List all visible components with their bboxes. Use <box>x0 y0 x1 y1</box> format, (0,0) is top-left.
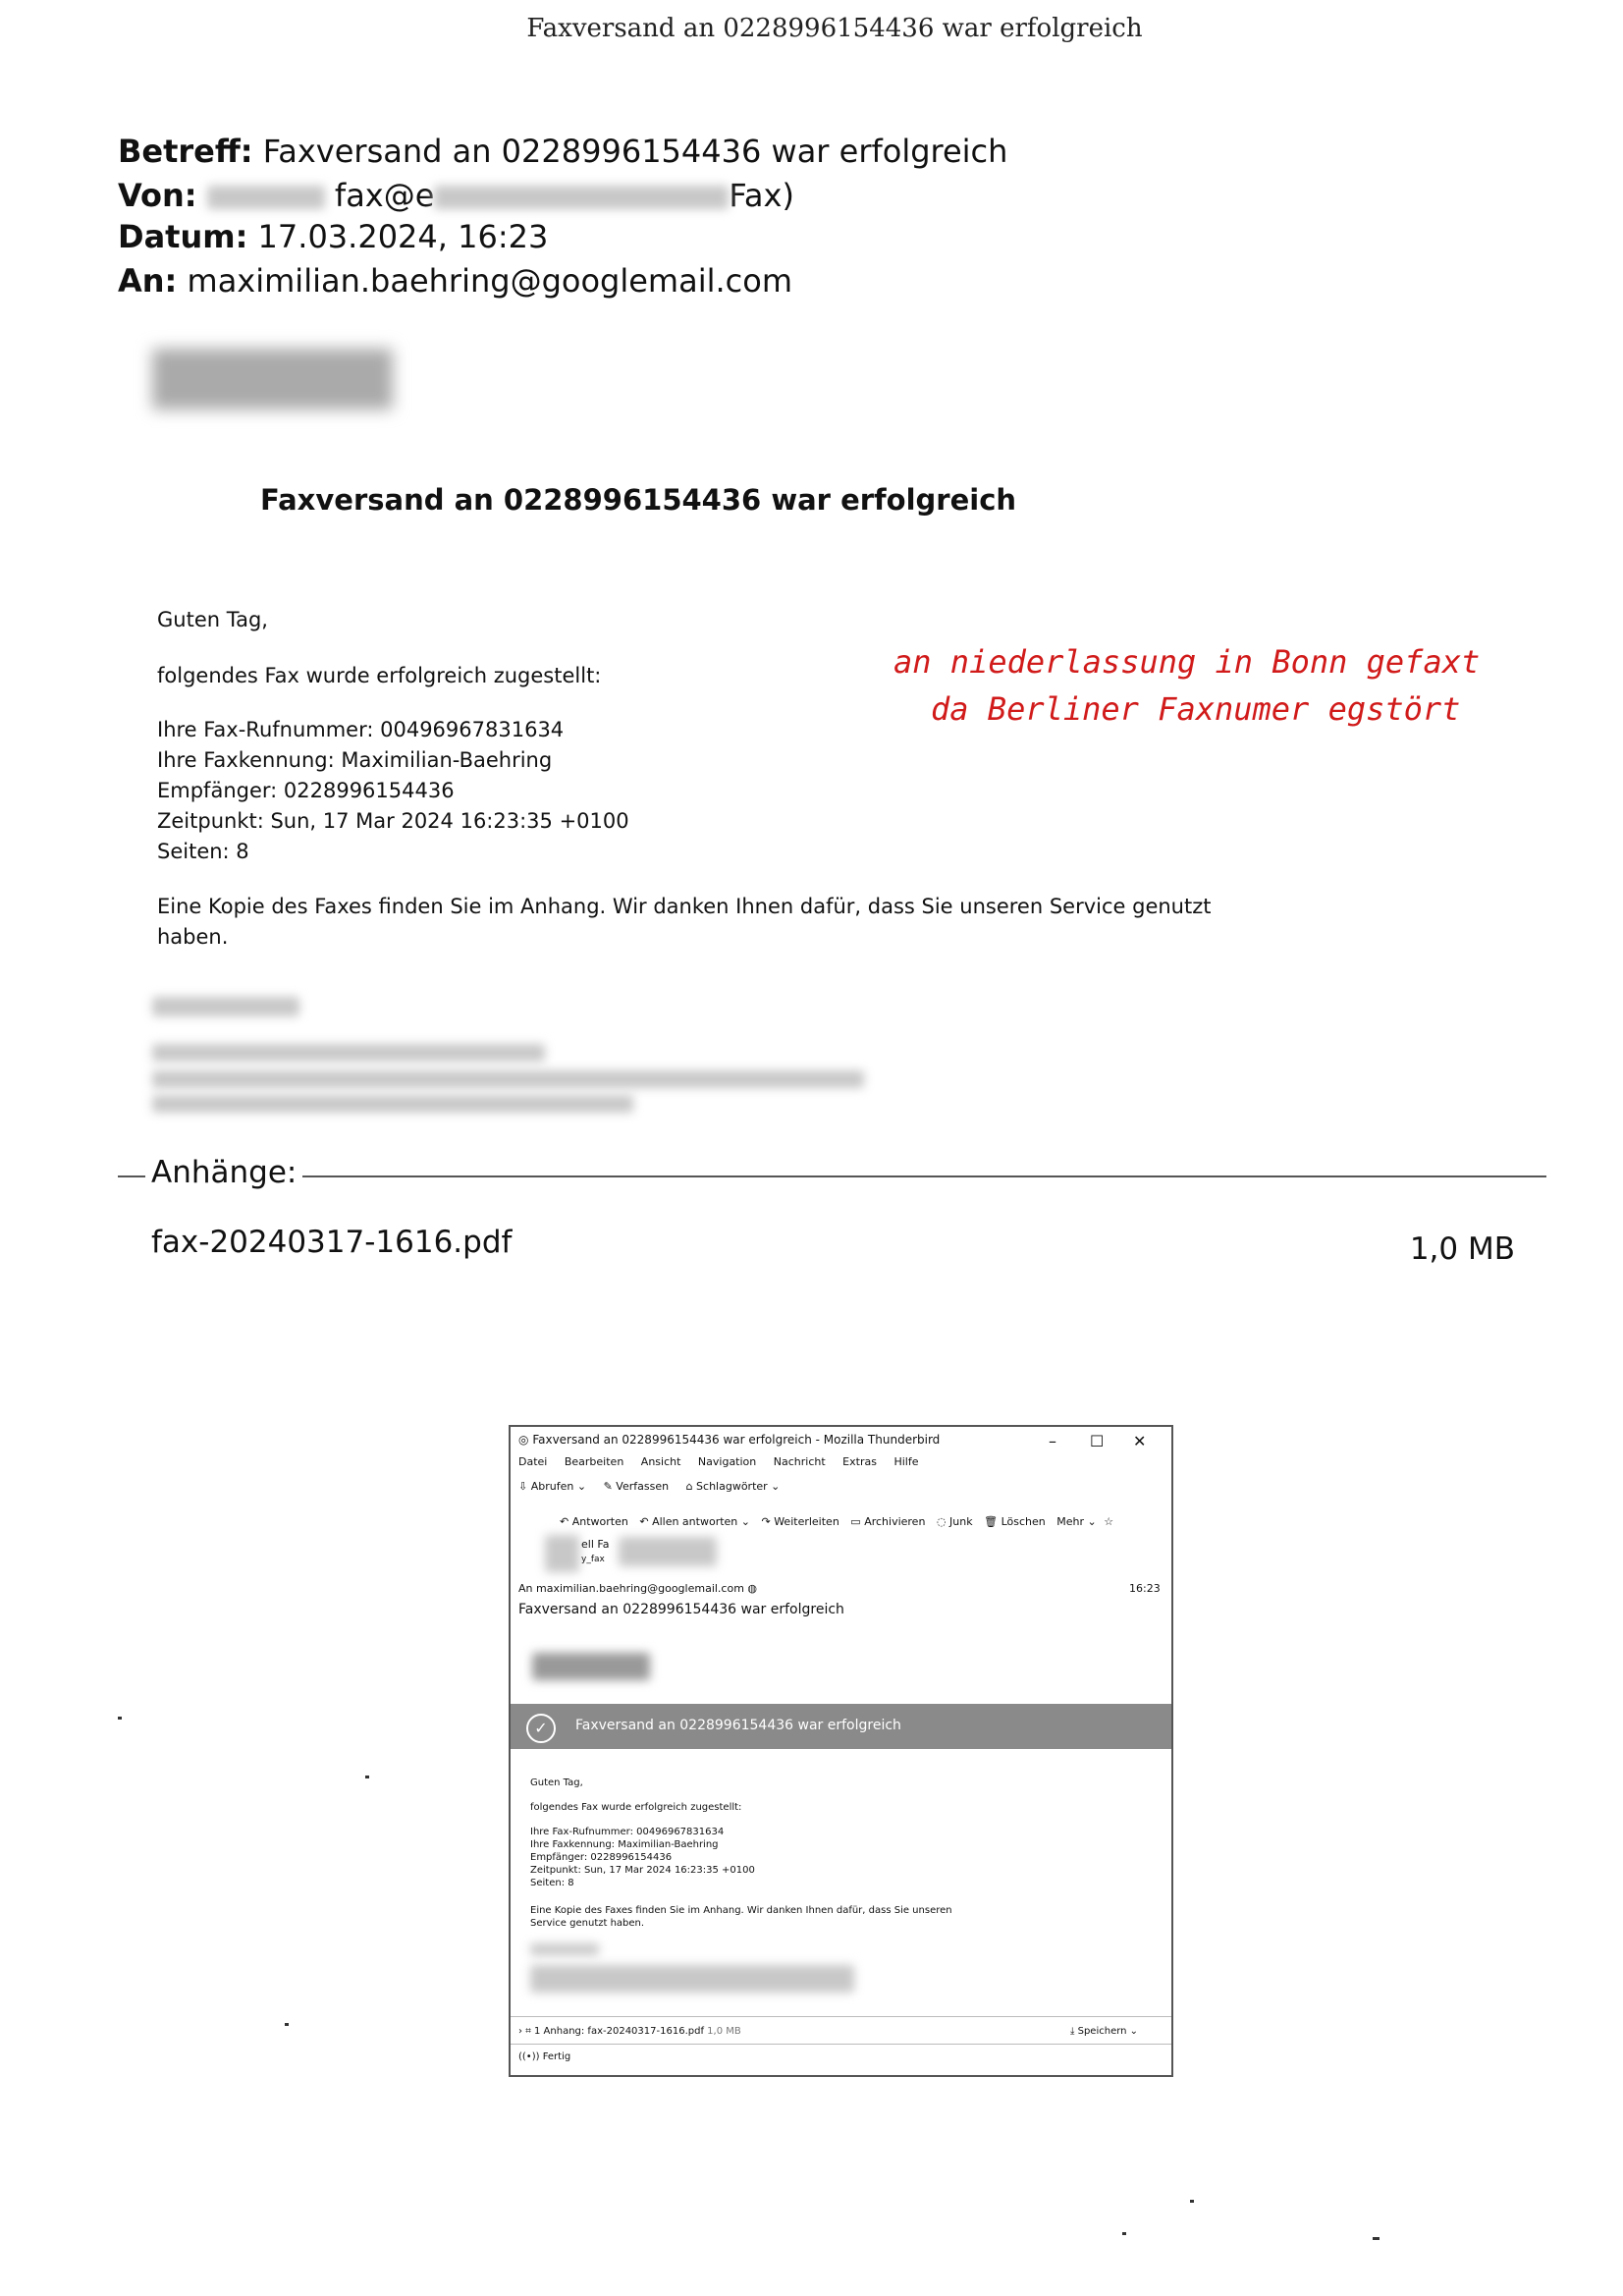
reply-button[interactable]: ↶ Antworten <box>560 1515 628 1528</box>
menu-ansicht[interactable]: Ansicht <box>640 1455 681 1468</box>
screenshot-subject: Faxversand an 0228996154436 war erfolgreich <box>518 1602 844 1617</box>
download-icon: ⤓ <box>1070 2026 1075 2037</box>
closing-line: Service genutzt haben. <box>530 1918 645 1929</box>
reply-label: Antworten <box>571 1515 628 1528</box>
redacted-logo <box>152 349 393 410</box>
star-icon[interactable]: ☆ <box>1104 1515 1114 1528</box>
closing-line: Eine Kopie des Faxes finden Sie im Anhang. Wir danken Ihnen dafür, dass Sie unseren <box>530 1905 952 1916</box>
menu-bearbeiten[interactable]: Bearbeiten <box>564 1455 624 1468</box>
save-label: Speichern <box>1077 2026 1127 2037</box>
detail-line: Empfänger: 0228996154436 <box>157 779 455 802</box>
redacted-signature <box>530 1965 854 1993</box>
activity-icon: ((•)) <box>518 2051 540 2062</box>
attachments-label: Anhänge: <box>145 1155 302 1190</box>
detail-line: Empfänger: 0228996154436 <box>530 1852 673 1863</box>
attachments-divider <box>118 1175 1546 1177</box>
paperclip-icon: ⌗ <box>525 2026 531 2037</box>
from-partial: ell Fa <box>581 1538 610 1551</box>
to-row <box>518 1582 757 1595</box>
pencil-icon: ✎ <box>603 1480 613 1493</box>
thunderbird-screenshot <box>509 1425 1173 2077</box>
from-partial-2: y_fax <box>581 1555 605 1564</box>
redacted-sender-domain <box>434 186 729 209</box>
more-label: Mehr <box>1056 1515 1084 1528</box>
redacted-signature-line <box>152 1095 633 1113</box>
menu-datei[interactable]: Datei <box>518 1455 548 1468</box>
get-mail-label: Abrufen <box>530 1480 574 1493</box>
from-partial-1: fax@e <box>334 177 435 214</box>
redacted-signature-name <box>152 997 299 1016</box>
banner-text: Faxversand an 0228996154436 war erfolgreich <box>575 1718 901 1733</box>
date-label: Datum: <box>118 218 248 255</box>
menu-hilfe[interactable]: Hilfe <box>893 1455 919 1468</box>
attachment-name[interactable]: 1 Anhang: fax-20240317-1616.pdf <box>534 2026 704 2037</box>
scan-speck <box>1373 2237 1380 2240</box>
message-intro: folgendes Fax wurde erfolgreich zugestellt: <box>157 664 602 687</box>
redacted-sender <box>619 1537 717 1566</box>
chevron-right-icon[interactable]: › <box>518 2026 522 2037</box>
redacted-sender-name <box>207 186 325 209</box>
closing-line: Eine Kopie des Faxes finden Sie im Anhang. Wir danken Ihnen dafür, dass Sie unseren Service genutzt <box>157 895 1212 918</box>
subject-value: Faxversand an 0228996154436 war erfolgreich <box>262 133 1008 170</box>
more-button[interactable]: Mehr ⌄ <box>1056 1515 1097 1528</box>
message-details <box>157 715 629 867</box>
redacted-avatar <box>545 1535 579 1572</box>
reply-all-button[interactable]: ↶ Allen antworten ⌄ <box>639 1515 750 1528</box>
window-title-text: Faxversand an 0228996154436 war erfolgreich - Mozilla Thunderbird <box>532 1433 941 1447</box>
close-icon[interactable]: ✕ <box>1133 1432 1147 1450</box>
get-mail-button[interactable]: ⇩ Abrufen ⌄ <box>518 1480 587 1493</box>
archive-label: Archivieren <box>864 1515 926 1528</box>
scan-speck <box>1122 2232 1126 2235</box>
to-label: An <box>518 1582 533 1595</box>
menu-navigation[interactable]: Navigation <box>697 1455 757 1468</box>
scan-speck <box>365 1776 369 1778</box>
detail-line: Zeitpunkt: Sun, 17 Mar 2024 16:23:35 +0100 <box>157 809 629 833</box>
redacted-signature-line <box>152 1044 545 1062</box>
scan-speck <box>285 2023 289 2026</box>
message-subject: Faxversand an 0228996154436 war erfolgreich <box>260 483 1017 517</box>
handwritten-note-line-2: da Berliner Faxnumer egstört <box>931 690 1461 728</box>
screenshot-intro: folgendes Fax wurde erfolgreich zugestellt: <box>530 1802 742 1813</box>
save-button[interactable]: ⤓ Speichern ⌄ <box>1070 2026 1139 2037</box>
download-icon: ⇩ <box>518 1480 528 1493</box>
attachment-file-size: 1,0 MB <box>1409 1231 1515 1267</box>
scan-speck <box>1190 2200 1194 2203</box>
header-date <box>118 218 548 255</box>
scan-speck <box>118 1717 122 1720</box>
thunderbird-icon: ◎ <box>518 1433 529 1447</box>
status-bar-divider <box>511 2044 1171 2045</box>
maximize-icon[interactable]: ☐ <box>1090 1432 1105 1450</box>
success-banner <box>511 1704 1171 1749</box>
screenshot-closing <box>530 1904 952 1930</box>
junk-button[interactable]: ◌ Junk <box>936 1515 973 1528</box>
forward-label: Weiterleiten <box>774 1515 839 1528</box>
header-to <box>118 262 792 300</box>
detail-line: Ihre Fax-Rufnummer: 00496967831634 <box>157 718 565 741</box>
globe-icon: ◍ <box>747 1582 758 1595</box>
redacted-signature-name <box>530 1943 599 1955</box>
print-title: Faxversand an 0228996154436 war erfolgreich <box>526 14 1143 43</box>
reply-all-label: Allen antworten <box>652 1515 738 1528</box>
attachment-file-name[interactable]: fax-20240317-1616.pdf <box>151 1225 513 1260</box>
screenshot-details <box>530 1826 755 1889</box>
redacted-signature-line <box>152 1070 864 1088</box>
tag-icon: ⌂ <box>685 1480 693 1493</box>
menu-nachricht[interactable]: Nachricht <box>773 1455 826 1468</box>
to-address[interactable]: maximilian.baehring@googlemail.com <box>536 1582 744 1595</box>
message-actions <box>560 1515 1113 1528</box>
message-closing <box>157 892 1211 953</box>
detail-line: Seiten: 8 <box>157 840 249 863</box>
to-value: maximilian.baehring@googlemail.com <box>187 262 792 300</box>
handwritten-note-line-1: an niederlassung in Bonn gefaxt <box>893 643 1481 681</box>
date-value: 17.03.2024, 16:23 <box>257 218 549 255</box>
delete-label: Löschen <box>1001 1515 1046 1528</box>
header-subject <box>118 133 1007 170</box>
compose-label: Verfassen <box>616 1480 670 1493</box>
tags-button[interactable]: ⌂ Schlagwörter ⌄ <box>685 1480 781 1493</box>
header-from <box>118 177 794 214</box>
window-title <box>518 1433 940 1447</box>
message-time: 16:23 <box>1129 1582 1161 1595</box>
to-label: An: <box>118 262 178 300</box>
subject-label: Betreff: <box>118 133 253 170</box>
closing-line: haben. <box>157 925 229 949</box>
minimize-icon[interactable]: – <box>1049 1432 1056 1450</box>
menu-bar <box>518 1455 932 1468</box>
delete-button[interactable]: 🗑 Löschen <box>984 1515 1046 1528</box>
detail-line: Ihre Fax-Rufnummer: 00496967831634 <box>530 1827 725 1837</box>
compose-button[interactable] <box>604 1480 670 1493</box>
status-bar <box>518 2051 570 2062</box>
detail-line: Ihre Faxkennung: Maximilian-Baehring <box>157 748 553 772</box>
check-icon: ✓ <box>526 1714 556 1743</box>
detail-line: Ihre Faxkennung: Maximilian-Baehring <box>530 1839 719 1850</box>
attachment-bar[interactable] <box>518 2026 741 2037</box>
attachment-size: 1,0 MB <box>707 2026 741 2037</box>
detail-line: Seiten: 8 <box>530 1878 574 1888</box>
menu-extras[interactable]: Extras <box>842 1455 877 1468</box>
redacted-logo-small <box>532 1653 650 1680</box>
status-text: Fertig <box>542 2051 571 2062</box>
archive-button[interactable]: ▭ Archivieren <box>850 1515 926 1528</box>
screenshot-greeting: Guten Tag, <box>530 1777 583 1788</box>
from-label: Von: <box>118 177 197 214</box>
from-partial-2: Fax) <box>729 177 794 214</box>
attachment-bar-divider <box>511 2016 1171 2017</box>
forward-button[interactable]: ↷ Weiterleiten <box>761 1515 839 1528</box>
main-toolbar <box>518 1480 793 1493</box>
message-greeting: Guten Tag, <box>157 608 268 631</box>
junk-label: Junk <box>949 1515 973 1528</box>
detail-line: Zeitpunkt: Sun, 17 Mar 2024 16:23:35 +0100 <box>530 1865 755 1876</box>
tags-label: Schlagwörter <box>696 1480 768 1493</box>
